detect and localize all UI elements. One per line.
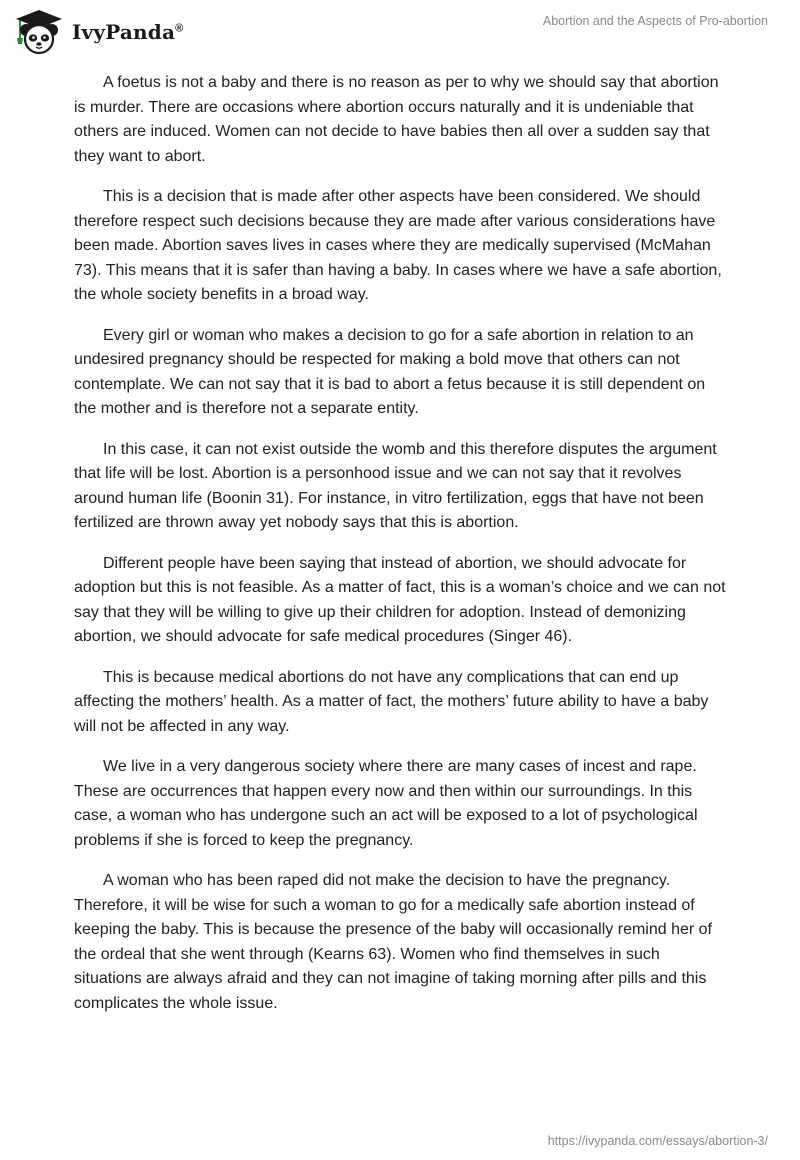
panda-graduate-icon	[12, 8, 66, 56]
source-url[interactable]: https://ivypanda.com/essays/abortion-3/	[547, 1134, 768, 1148]
essay-paragraph: A foetus is not a baby and there is no reason as per to why we should say that abortion is murder. There are occasions where abortion occurs naturally and it is undeniable that others are induced. Women can not decide to have babies then all over a sudden say that they want to abort.	[74, 74, 719, 165]
page-header	[0, 0, 800, 60]
essay-body	[74, 71, 726, 1032]
essay-paragraph: Different people have been saying that instead of abortion, we should advocate for adoption but this is not feasible. As a matter of fact, this is a woman’s choice and we can not say that they will be willing to give up their children for adoption. Instead of demonizing abortion, we should advocate for safe medical procedures (Singer 46).	[74, 554, 726, 645]
document-title: Abortion and the Aspects of Pro-abortion	[542, 14, 768, 28]
essay-paragraph: Every girl or woman who makes a decision to go for a safe abortion in relation to an undesired pregnancy should be respected for making a bold move that others can not contemplate. We can not say that it is bad to abort a fetus because it is still dependent on the mother and is therefore not a separate entity.	[74, 326, 706, 417]
essay-paragraph: A woman who has been raped did not make the decision to have the pregnancy. Therefore, it will be wise for such a woman to go for a medically safe abortion instead of keeping the baby. This is because the presence of the baby will occasionally remind her of the ordeal that she went through (Kearns 63). Women who find themselves in such situations are always afraid and they can not imagine of taking morning after pills and this complicates the whole issue.	[74, 872, 712, 1012]
brand-name: IvyPanda®	[72, 20, 184, 44]
essay-paragraph: In this case, it can not exist outside the womb and this therefore disputes the argument that life will be lost. Abortion is a personhood issue and we can not say that it revolves around human life (Boonin 31). For instance, in vitro fertilization, eggs that have not been fertilized are thrown away yet nobody says that this is abortion.	[74, 440, 717, 531]
essay-paragraph: This is because medical abortions do not have any complications that can end up affecting the mothers’ health. As a matter of fact, the mothers’ future ability to have a baby will not be affected in any way.	[74, 668, 709, 735]
ivypanda-logo[interactable]	[12, 8, 183, 56]
essay-paragraph: This is a decision that is made after other aspects have been considered. We should therefore respect such decisions because they are made after various considerations have been made. Abortion saves lives in cases where they are medically supervised (McMahan 73). This means that it is safer than having a baby. In cases where we have a safe abortion, the whole society benefits in a broad way.	[74, 188, 722, 303]
registered-mark: ®	[175, 22, 184, 35]
essay-paragraph: We live in a very dangerous society where there are many cases of incest and rape. These are occurrences that happen every now and then within our surroundings. In this case, a woman who has undergone such an act will be exposed to a lot of psychological problems if she is forced to keep the pregnancy.	[74, 758, 698, 849]
